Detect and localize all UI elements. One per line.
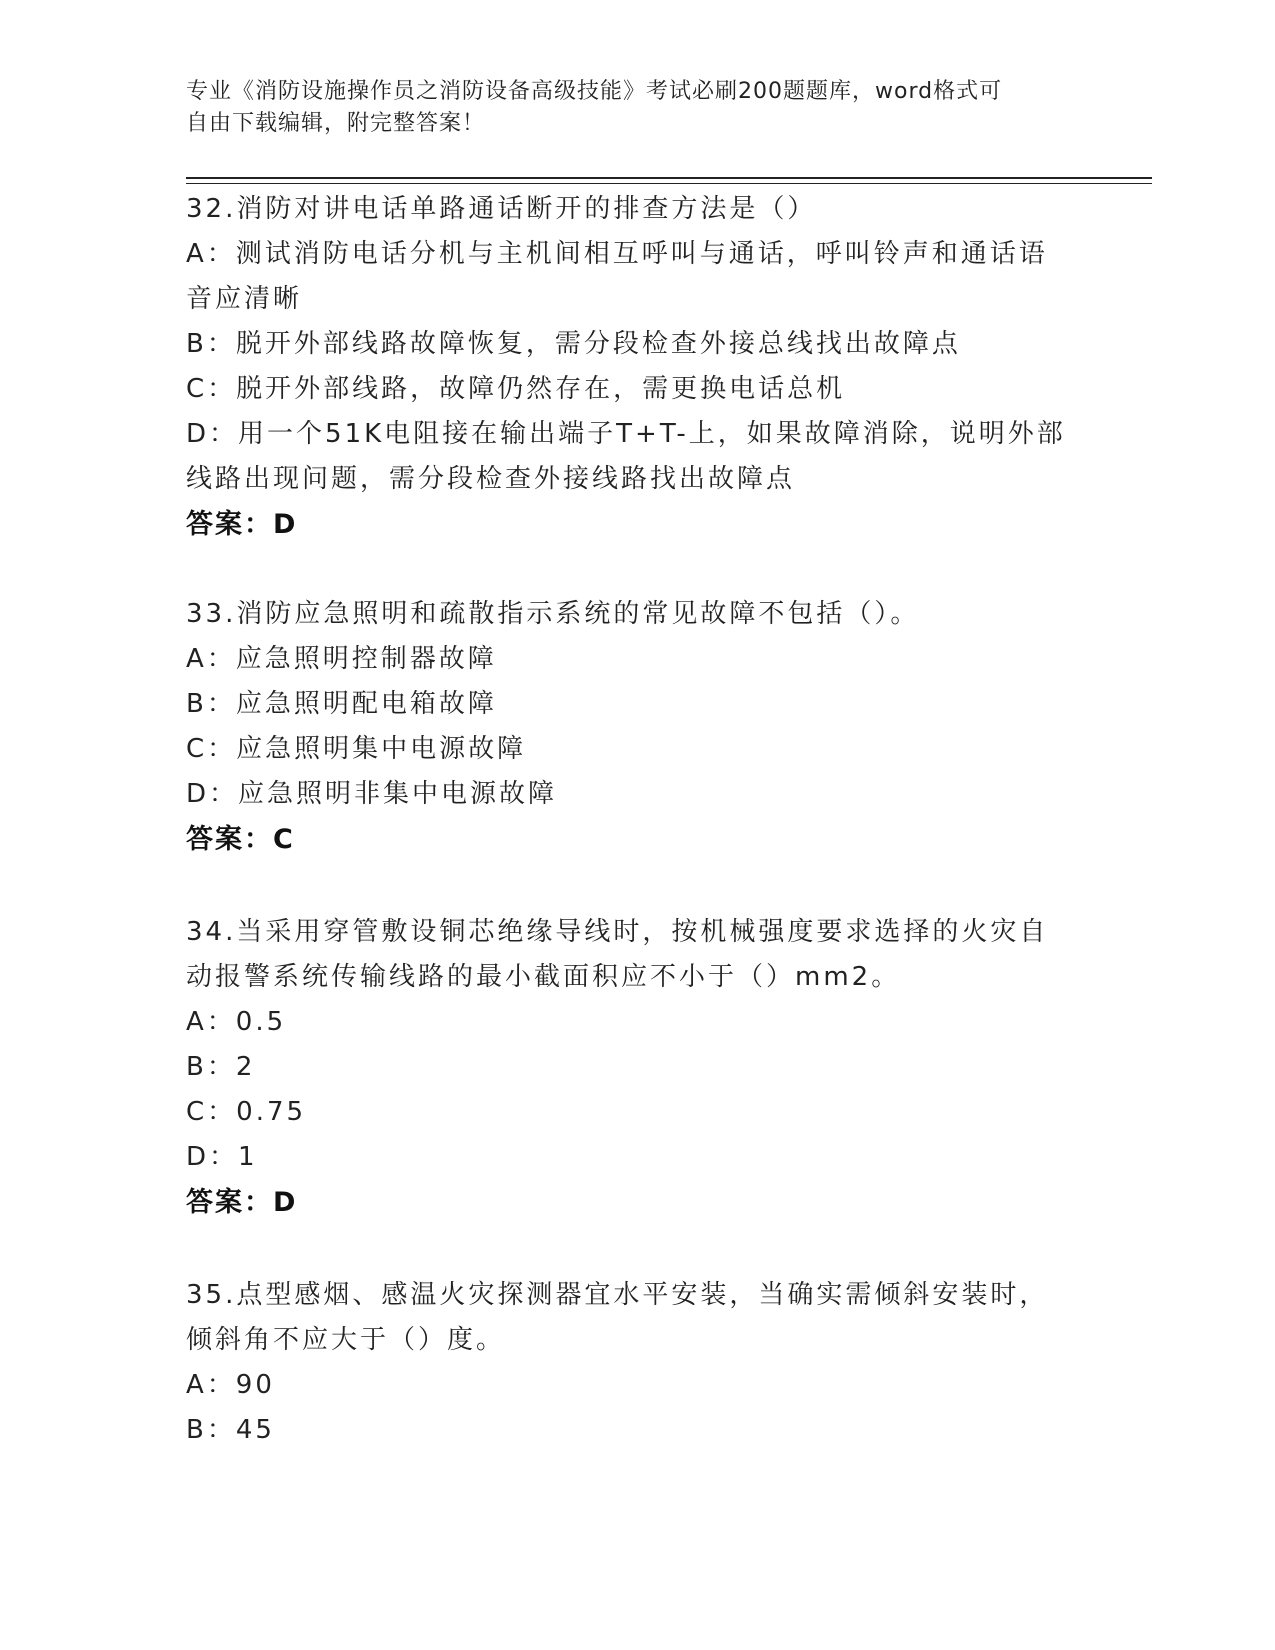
header-divider-thin bbox=[186, 183, 1152, 184]
option-b: B：脱开外部线路故障恢复，需分段检查外接总线找出故障点 bbox=[186, 329, 961, 359]
answer: 答案：C bbox=[186, 824, 295, 855]
question-stem: 35.点型感烟、感温火灾探测器宜水平安装，当确实需倾斜安装时，倾斜角不应大于（）度。 bbox=[186, 1280, 1049, 1355]
option-c: C：0.75 bbox=[186, 1097, 307, 1127]
option-b: B：应急照明配电箱故障 bbox=[186, 689, 497, 719]
option-d: D：应急照明非集中电源故障 bbox=[186, 779, 558, 809]
question-32 bbox=[186, 187, 1086, 547]
option-c: C：脱开外部线路，故障仍然存在，需更换电话总机 bbox=[186, 374, 846, 404]
option-a: A：90 bbox=[186, 1370, 275, 1400]
option-b: B：2 bbox=[186, 1052, 256, 1082]
answer: 答案：D bbox=[186, 509, 298, 540]
option-b: B：45 bbox=[186, 1415, 275, 1445]
option-d: D：用一个51K电阻接在输出端子T+T-上，如果故障消除，说明外部线路出现问题，需分段检查外接线路找出故障点 bbox=[186, 419, 1066, 494]
answer: 答案：D bbox=[186, 1187, 298, 1218]
header-divider-thick bbox=[186, 177, 1152, 179]
document-header bbox=[186, 76, 1066, 140]
question-33 bbox=[186, 592, 1086, 862]
option-d: D：1 bbox=[186, 1142, 258, 1172]
option-a: A：0.5 bbox=[186, 1007, 287, 1037]
option-a: A：应急照明控制器故障 bbox=[186, 644, 497, 674]
question-stem: 32.消防对讲电话单路通话断开的排查方法是（） bbox=[186, 194, 817, 224]
question-35 bbox=[186, 1273, 1086, 1453]
header-line-1: 专业《消防设施操作员之消防设备高级技能》考试必刷200题题库，word格式可 bbox=[186, 79, 1003, 104]
option-a: A：测试消防电话分机与主机间相互呼叫与通话，呼叫铃声和通话语音应清晰 bbox=[186, 239, 1048, 314]
header-line-2: 自由下载编辑，附完整答案！ bbox=[186, 111, 486, 136]
question-stem: 33.消防应急照明和疏散指示系统的常见故障不包括（）。 bbox=[186, 599, 920, 629]
question-34 bbox=[186, 910, 1086, 1225]
question-stem: 34.当采用穿管敷设铜芯绝缘导线时，按机械强度要求选择的火灾自动报警系统传输线路的最小截面积应不小于（）mm2。 bbox=[186, 917, 1049, 992]
option-c: C：应急照明集中电源故障 bbox=[186, 734, 527, 764]
